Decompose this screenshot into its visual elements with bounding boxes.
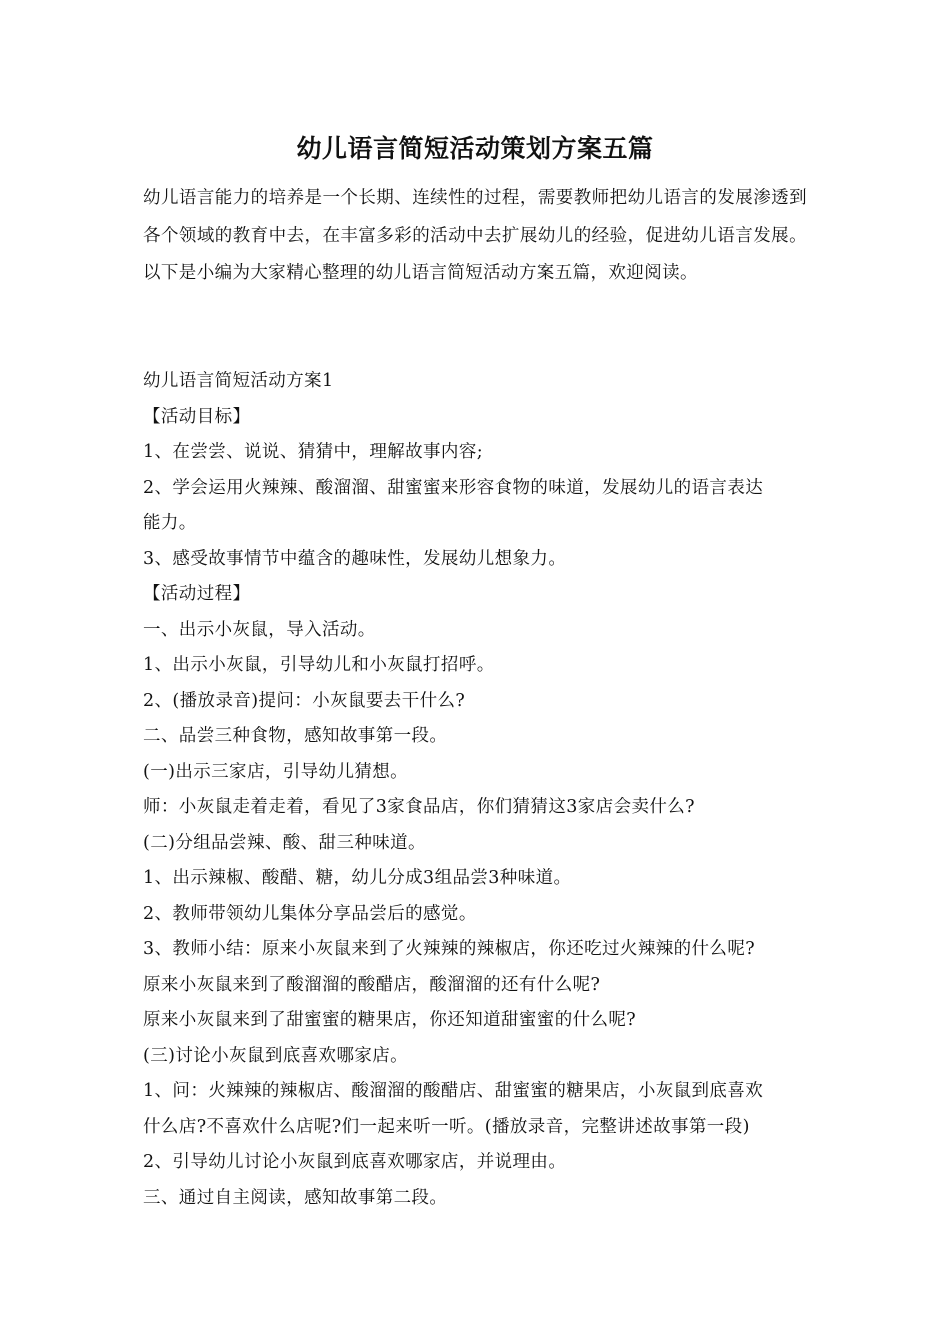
body-line: (二)分组品尝辣、酸、甜三种味道。 — [143, 832, 426, 853]
body-line: 什么店?不喜欢什么店呢?们一起来听一听。(播放录音，完整讲述故事第一段) — [143, 1116, 750, 1137]
body-line: 原来小灰鼠来到了甜蜜蜜的糖果店，你还知道甜蜜蜜的什么呢? — [143, 1010, 637, 1030]
body-line: 1、出示辣椒、酸醋、糖，幼儿分成3组品尝3种味道。 — [143, 868, 572, 888]
body-line: 2、教师带领幼儿集体分享品尝后的感觉。 — [143, 903, 477, 924]
document-body — [143, 364, 807, 1216]
body-line: (一)出示三家店，引导幼儿猜想。 — [143, 761, 409, 782]
document-title: 幼儿语言简短活动策划方案五篇 — [296, 134, 654, 163]
body-line: 三、通过自主阅读，感知故事第二段。 — [143, 1187, 448, 1208]
body-line: 原来小灰鼠来到了酸溜溜的酸醋店，酸溜溜的还有什么呢? — [143, 974, 601, 995]
body-line: 1、出示小灰鼠，引导幼儿和小灰鼠打招呼。 — [143, 655, 495, 675]
body-line: 一、出示小灰鼠，导入活动。 — [143, 619, 376, 640]
body-line: 能力。 — [143, 513, 197, 533]
subheading-process: 【活动过程】 — [143, 584, 251, 604]
body-line: (三)讨论小灰鼠到底喜欢哪家店。 — [143, 1045, 409, 1066]
body-line: 3、教师小结：原来小灰鼠来到了火辣辣的辣椒店，你还吃过火辣辣的什么呢? — [143, 939, 756, 959]
section-heading: 幼儿语言简短活动方案1 — [143, 371, 334, 391]
body-line: 二、品尝三种食物，感知故事第一段。 — [143, 726, 448, 746]
intro-paragraph: 幼儿语言能力的培养是一个长期、连续性的过程，需要教师把幼儿语言的发展渗透到各个领域的教育中去，在丰富多彩的活动中去扩展幼儿的经验，促进幼儿语言发展。以下是小编为大家精心整理的幼儿语言简短活动方案五篇，欢迎阅读。 — [143, 188, 807, 283]
body-line: 2、学会运用火辣辣、酸溜溜、甜蜜蜜来形容食物的味道，发展幼儿的语言表达 — [143, 477, 764, 498]
body-line: 1、问：火辣辣的辣椒店、酸溜溜的酸醋店、甜蜜蜜的糖果店，小灰鼠到底喜欢 — [143, 1081, 764, 1101]
body-line: 师：小灰鼠走着走着，看见了3家食品店，你们猜猜这3家店会卖什么? — [143, 797, 695, 817]
body-line: 1、在尝尝、说说、猜猜中，理解故事内容; — [143, 442, 484, 462]
subheading-goals: 【活动目标】 — [143, 406, 251, 427]
body-line: 3、感受故事情节中蕴含的趣味性，发展幼儿想象力。 — [143, 548, 567, 569]
body-line: 2、(播放录音)提问：小灰鼠要去干什么? — [143, 690, 466, 711]
body-line: 2、引导幼儿讨论小灰鼠到底喜欢哪家店，并说理由。 — [143, 1152, 567, 1172]
